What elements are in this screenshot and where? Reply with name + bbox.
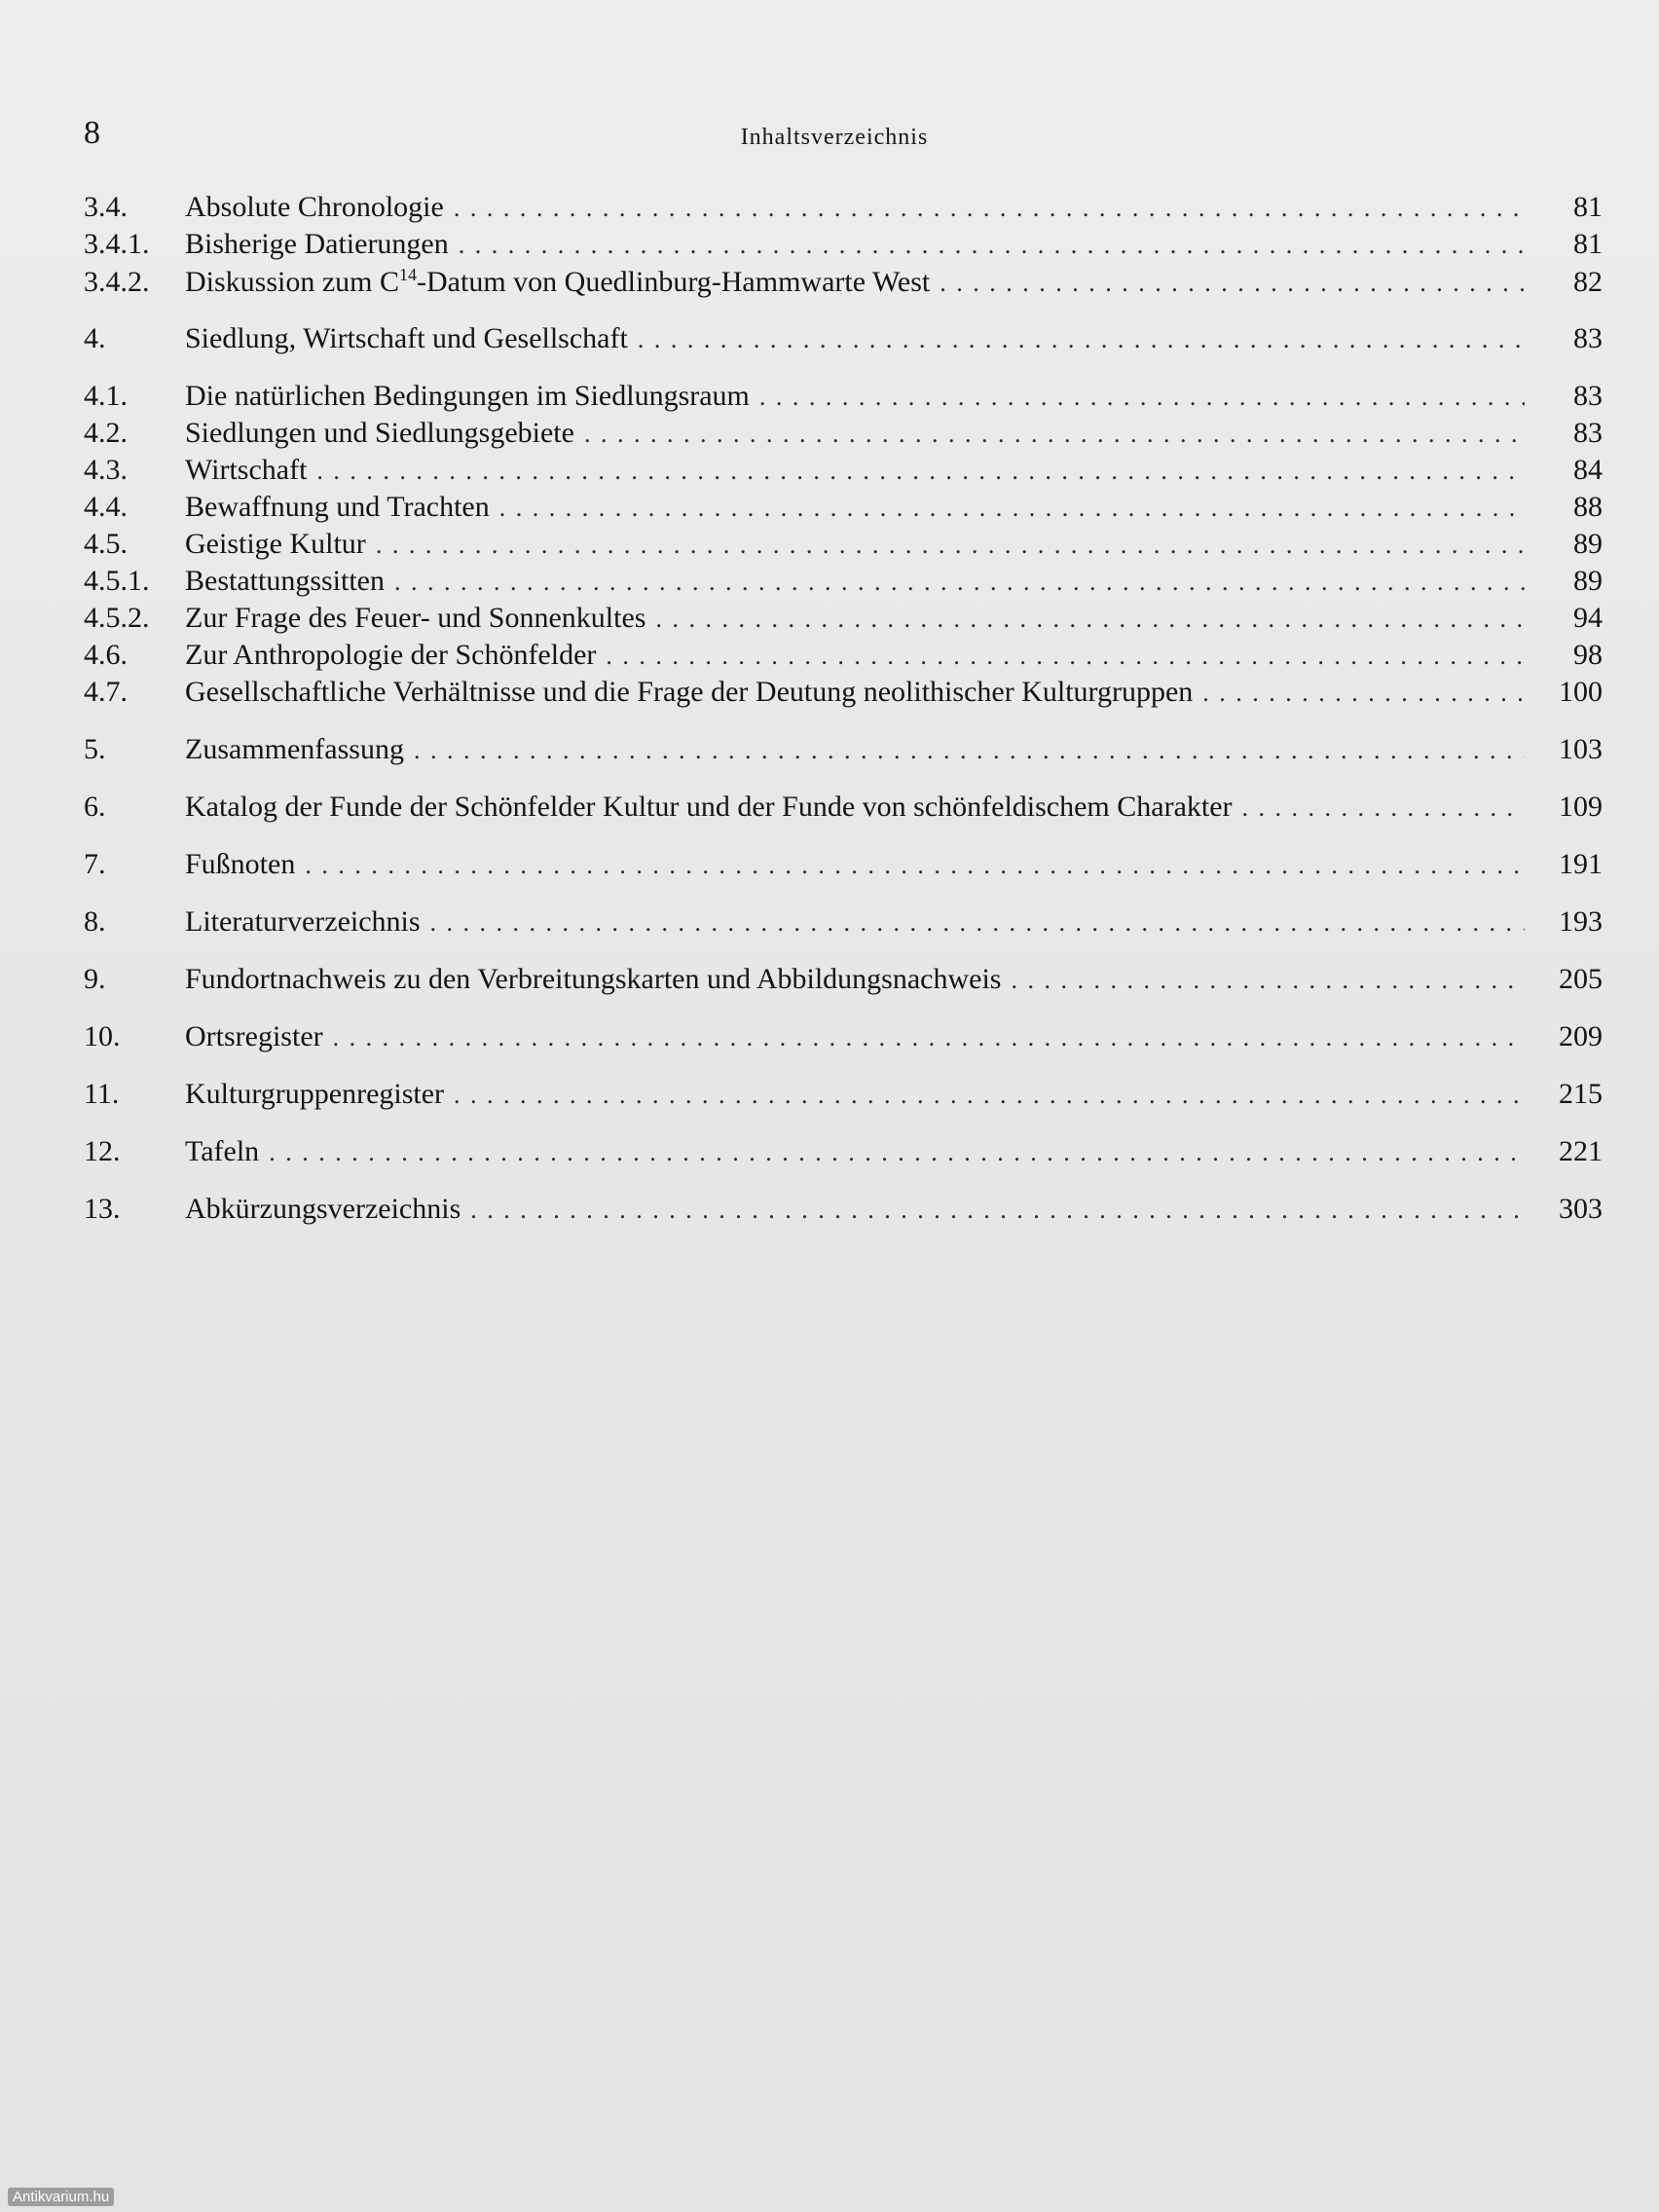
toc-leader-dots — [376, 531, 1525, 560]
toc-page-number: 303 — [1559, 1193, 1603, 1225]
toc-entry-4-5-1 — [84, 565, 1603, 602]
toc-title — [185, 265, 930, 299]
toc-entry-4 — [84, 322, 1603, 359]
toc-page-number: 89 — [1573, 565, 1603, 597]
toc-title: Bestattungssitten — [185, 565, 385, 597]
toc-title: Fußnoten — [185, 848, 296, 880]
toc-leader-dots — [940, 269, 1525, 298]
toc-number: 10. — [84, 1020, 121, 1052]
toc-page-number: 83 — [1573, 417, 1603, 449]
toc-leader-dots — [459, 231, 1525, 260]
toc-page-number: 83 — [1573, 380, 1603, 412]
toc-number: 6. — [84, 791, 106, 823]
toc-leader-dots — [414, 736, 1525, 765]
toc-title: Ortsregister — [185, 1020, 323, 1052]
toc-page-number: 82 — [1573, 266, 1603, 298]
toc-entry-4-5 — [84, 528, 1603, 565]
table-of-contents — [84, 191, 1603, 1230]
watermark-logo: Antikvarium.hu — [8, 2188, 114, 2206]
toc-number: 3.4. — [84, 191, 128, 223]
toc-entry-5 — [84, 733, 1603, 770]
toc-number: 4.5.2. — [84, 602, 150, 634]
toc-leader-dots — [1011, 966, 1525, 995]
toc-entry-4-1 — [84, 380, 1603, 417]
toc-number: 4.7. — [84, 676, 128, 708]
toc-leader-dots — [269, 1138, 1525, 1167]
toc-page-number: 205 — [1559, 963, 1603, 995]
toc-title: Gesellschaftliche Verhältnisse und die Frage der Deutung neolithischer Kulturgruppen — [185, 676, 1194, 708]
toc-leader-dots — [759, 383, 1525, 412]
toc-entry-3-4-2 — [84, 265, 1603, 302]
toc-number: 4.4. — [84, 491, 128, 523]
toc-entry-6 — [84, 791, 1603, 828]
toc-title: Siedlungen und Siedlungsgebiete — [185, 417, 574, 449]
toc-page-number: 94 — [1573, 602, 1603, 634]
page-number: 8 — [84, 115, 100, 151]
toc-leader-dots — [638, 325, 1525, 354]
toc-number: 12. — [84, 1135, 121, 1167]
toc-page-number: 109 — [1559, 791, 1603, 823]
toc-leader-dots — [430, 908, 1525, 938]
toc-page-number: 100 — [1559, 676, 1603, 708]
toc-number: 5. — [84, 733, 106, 765]
toc-page-number: 89 — [1573, 528, 1603, 560]
toc-title: Tafeln — [185, 1135, 260, 1167]
toc-title-part: Diskussion zum C — [185, 266, 400, 298]
toc-entry-4-4 — [84, 491, 1603, 528]
toc-leader-dots — [470, 1196, 1525, 1225]
toc-number: 4.2. — [84, 417, 128, 449]
toc-title: Die natürlichen Bedingungen im Siedlungsraum — [185, 380, 750, 412]
toc-title: Wirtschaft — [185, 454, 308, 486]
toc-page-number: 191 — [1559, 848, 1603, 880]
toc-entry-8 — [84, 905, 1603, 942]
toc-leader-dots — [584, 420, 1525, 449]
toc-number: 4.1. — [84, 380, 128, 412]
toc-page-number: 81 — [1573, 228, 1603, 260]
toc-page-number: 84 — [1573, 454, 1603, 486]
toc-title: Zusammenfassung — [185, 733, 404, 765]
toc-page-number: 81 — [1573, 191, 1603, 223]
toc-entry-10 — [84, 1020, 1603, 1057]
toc-title: Geistige Kultur — [185, 528, 366, 560]
toc-title: Fundortnachweis zu den Verbreitungskarten und Abbildungsnachweis — [185, 963, 1002, 995]
toc-page-number: 221 — [1559, 1135, 1603, 1167]
toc-entry-9 — [84, 963, 1603, 1000]
toc-leader-dots — [655, 605, 1525, 634]
toc-page-number: 193 — [1559, 905, 1603, 938]
toc-page-number: 215 — [1559, 1078, 1603, 1110]
toc-page-number: 209 — [1559, 1020, 1603, 1052]
toc-title: Zur Anthropologie der Schönfelder — [185, 639, 597, 671]
toc-entry-4-7 — [84, 676, 1603, 713]
toc-number: 4.6. — [84, 639, 128, 671]
toc-title: Abkürzungsverzeichnis — [185, 1193, 461, 1225]
toc-number: 11. — [84, 1078, 120, 1110]
toc-entry-12 — [84, 1135, 1603, 1172]
toc-entry-7 — [84, 848, 1603, 885]
toc-title-part: -Datum von Quedlinburg-Hammwarte West — [417, 266, 931, 298]
toc-page-number: 98 — [1573, 639, 1603, 671]
toc-number: 4.5.1. — [84, 565, 150, 597]
toc-entry-4-3 — [84, 454, 1603, 491]
toc-number: 4.3. — [84, 454, 128, 486]
toc-leader-dots — [1202, 679, 1525, 708]
toc-entry-11 — [84, 1078, 1603, 1115]
toc-entry-3-4 — [84, 191, 1603, 228]
toc-title: Bisherige Datierungen — [185, 228, 449, 260]
toc-number: 7. — [84, 848, 106, 880]
toc-leader-dots — [499, 494, 1525, 523]
toc-title: Bewaffnung und Trachten — [185, 491, 490, 523]
toc-number: 3.4.1. — [84, 228, 150, 260]
toc-entry-4-2 — [84, 417, 1603, 454]
toc-page-number: 83 — [1573, 322, 1603, 354]
toc-title: Absolute Chronologie — [185, 191, 444, 223]
toc-title: Zur Frage des Feuer- und Sonnenkultes — [185, 602, 646, 634]
toc-number: 4.5. — [84, 528, 128, 560]
toc-number: 4. — [84, 322, 106, 354]
toc-leader-dots — [1242, 793, 1525, 823]
toc-entry-13 — [84, 1193, 1603, 1230]
toc-title: Kulturgruppenregister — [185, 1078, 445, 1110]
toc-entry-3-4-1 — [84, 228, 1603, 265]
toc-number: 8. — [84, 905, 106, 938]
toc-leader-dots — [454, 1081, 1525, 1110]
toc-page-number: 88 — [1573, 491, 1603, 523]
toc-number: 3.4.2. — [84, 266, 150, 298]
toc-title: Katalog der Funde der Schönfelder Kultur und der Funde von schönfeldischem Charakter — [185, 791, 1233, 823]
toc-leader-dots — [606, 642, 1525, 671]
toc-leader-dots — [305, 851, 1525, 880]
toc-leader-dots — [316, 457, 1525, 486]
toc-title: Literaturverzeichnis — [185, 905, 421, 938]
toc-title: Siedlung, Wirtschaft und Gesellschaft — [185, 322, 628, 354]
toc-leader-dots — [394, 568, 1525, 597]
toc-entry-4-6 — [84, 639, 1603, 676]
running-title: Inhaltsverzeichnis — [740, 125, 929, 150]
toc-title-superscript: 14 — [399, 265, 418, 284]
toc-leader-dots — [333, 1023, 1525, 1052]
toc-number: 13. — [84, 1193, 121, 1225]
toc-page-number: 103 — [1559, 733, 1603, 765]
toc-leader-dots — [454, 194, 1525, 223]
toc-entry-4-5-2 — [84, 602, 1603, 639]
toc-number: 9. — [84, 963, 106, 995]
